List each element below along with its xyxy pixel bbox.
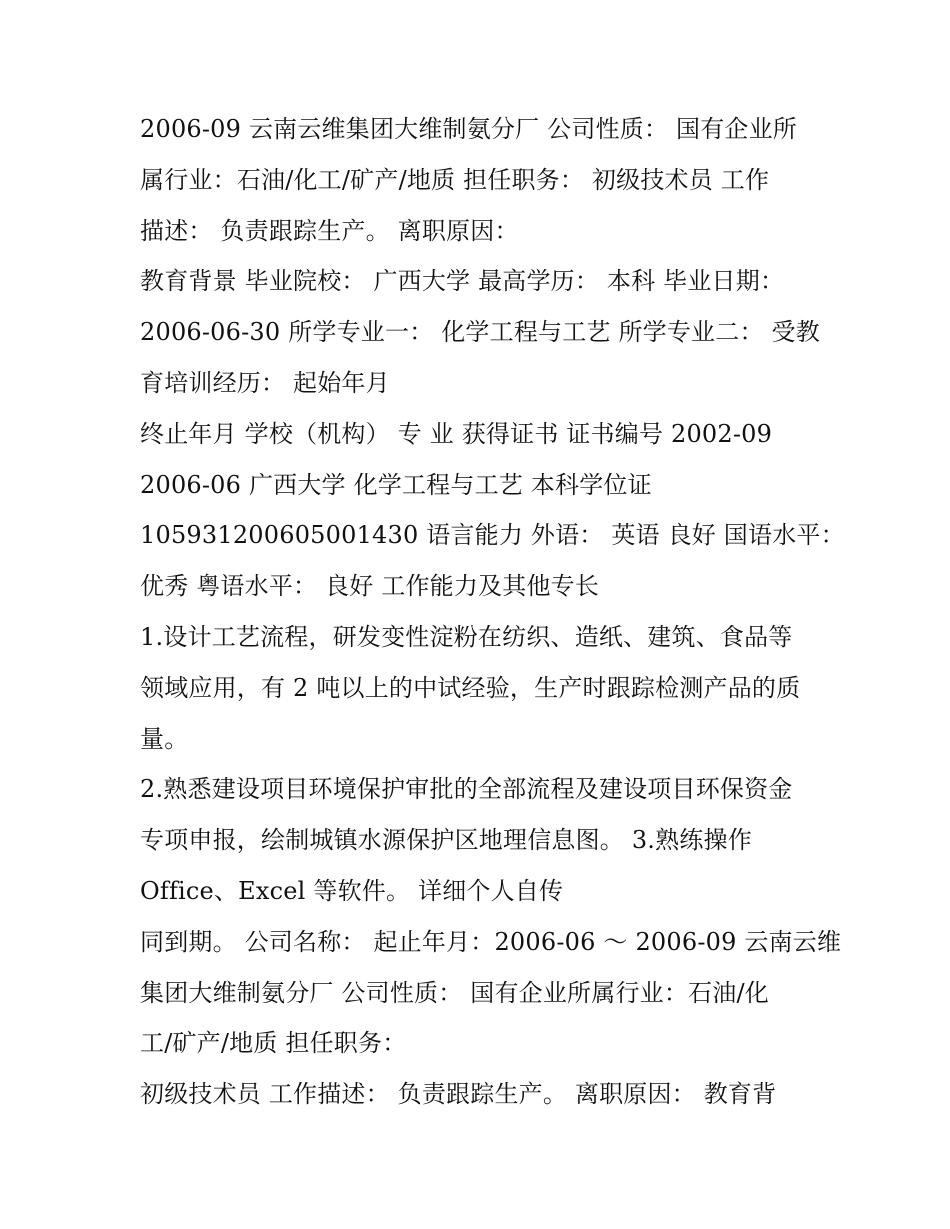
text-line-13: 量。 <box>140 724 189 753</box>
text-line-16: Office、Excel 等软件。 详细个人自传 <box>140 876 564 905</box>
text-line-4: 教育背景 毕业院校： 广西大学 最高学历： 本科 毕业日期： <box>140 267 785 296</box>
document-body <box>140 104 845 1120</box>
text-line-18: 集团大维制氨分厂 公司性质： 国有企业所属行业：石油/化 <box>140 978 769 1007</box>
text-line-6: 育培训经历： 起始年月 <box>140 368 390 397</box>
text-line-5: 2006-06-30 所学专业一： 化学工程与工艺 所学专业二： 受教 <box>140 318 820 347</box>
text-line-15: 专项申报，绘制城镇水源保护区地理信息图。 3.熟练操作 <box>140 826 752 855</box>
text-line-9: 10593120060500143​0 语言能力 外语： 英语 良好 国语水平： <box>140 521 845 550</box>
text-line-11: 1.设计工艺流程，研发变性淀粉在纺织、造纸、建筑、食品等 <box>140 622 793 651</box>
text-line-20: 初级技术员 工作描述： 负责跟踪生产。 离职原因： 教育背 <box>140 1080 777 1109</box>
text-line-10: 优秀 粤语水平： 良好 工作能力及其他专长 <box>140 572 600 601</box>
text-line-12: 领域应用，有 2 吨以上的中试经验，生产时跟踪检测产品的质 <box>140 673 801 702</box>
text-line-14: 2.熟悉建设项目环境保护审批的全部流程及建设项目环保资金 <box>140 775 793 804</box>
text-line-7: 终止年月 学校（机构） 专 业 获得证书 证书编号 2002-09 <box>140 419 773 448</box>
text-line-2: 属行业：石油/化工/矿产/地质 担任职务： 初级技术员 工作 <box>140 165 770 194</box>
text-line-19: 工/矿产/地质 担任职务： <box>140 1029 407 1058</box>
text-line-17: 同到期。 公司名称： 起止年月：2006-06 ～ 2006-09 云南云维 <box>140 927 842 956</box>
text-line-8: 2006-06 广西大学 化学工程与工艺 本科学位证 <box>140 470 652 499</box>
text-line-3: 描述： 负责跟踪生产。 离职原因： <box>140 216 519 245</box>
text-line-1: 2006-09 云南云维集团大维制氨分厂 公司性质： 国有企业所 <box>140 115 798 143</box>
